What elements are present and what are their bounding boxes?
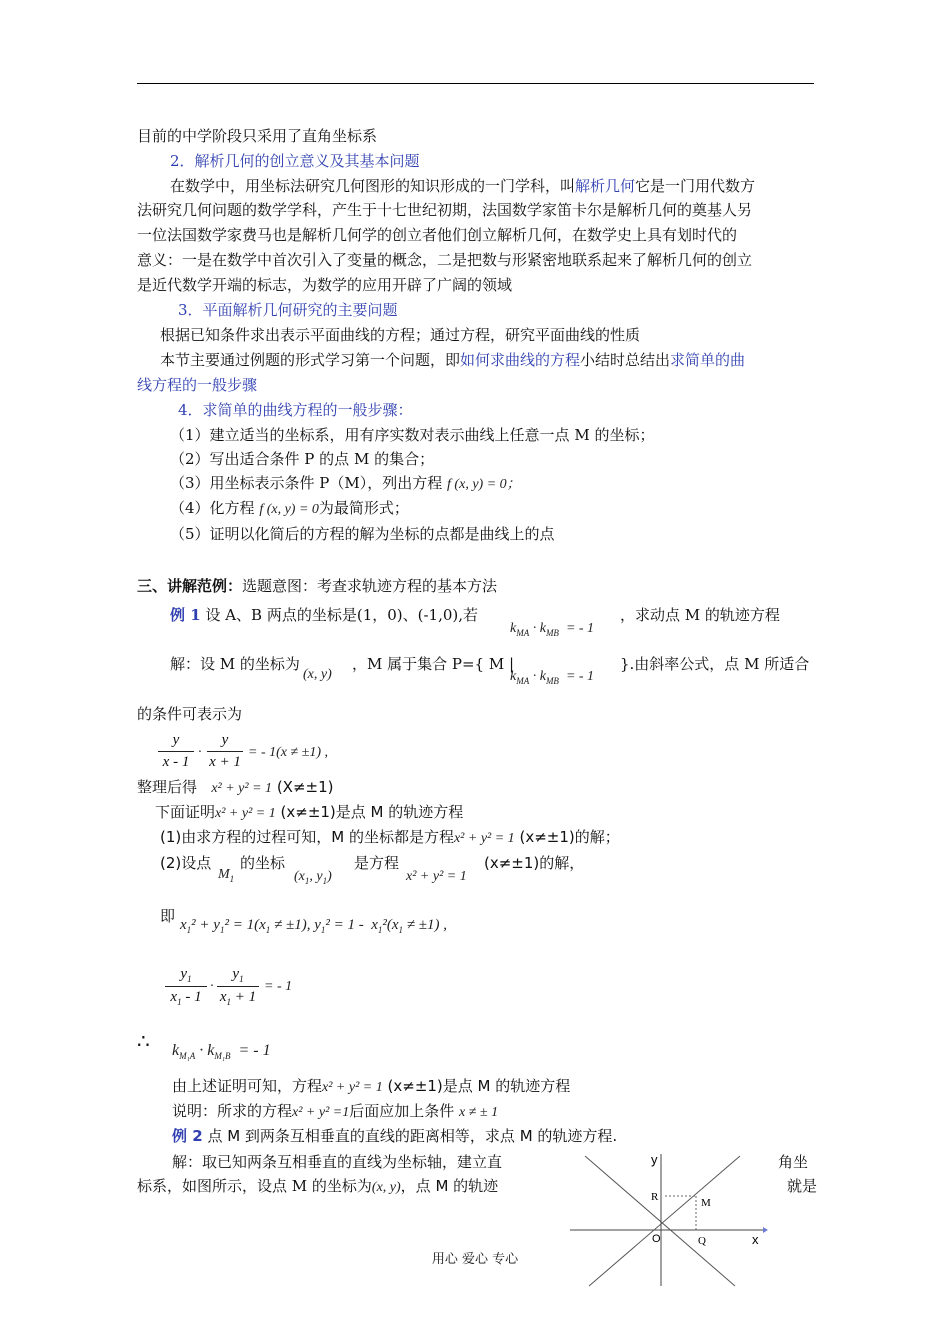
page-footer: 用心 爱心 专心 (431, 1252, 519, 1267)
heading-4: 4．求简单的曲线方程的一般步骤： (178, 401, 413, 419)
formula-eq-1: = - 1(x ≠ ±1) , (248, 745, 329, 760)
text-line: 法研究几何问题的数学学科，产生于十七世纪初期，法国数学家笛卡尔是解析几何的奠基人另 (137, 201, 753, 219)
text-line: 目前的中学阶段只采用了直角坐标系 (137, 127, 378, 145)
prove-line: 下面证明x² + y² = 1 (x≠±1)是点 M 的轨迹方程 (155, 803, 464, 821)
heading-2: 2．解析几何的创立意义及其基本问题 (170, 152, 420, 170)
fraction-y1-over-x1-plus-1: $y_1$ $x_1 + 1$ (217, 966, 259, 1007)
example-2: 例 2 点 M 到两条互相垂直的直线的距离相等，求点 M 的轨迹方程. (172, 1127, 618, 1145)
dot-op: · (198, 745, 202, 760)
dot-op-2: · (210, 979, 214, 994)
proof-2-b: 的坐标 (240, 854, 286, 872)
text-line: 根据已知条件求出表示平面曲线的方程；通过方程，研究平面曲线的性质 (160, 326, 641, 344)
formula-x1y1: ($x_1$, $y_1$) (294, 869, 332, 886)
text-line: 在数学中，用坐标法研究几何图形的知识形成的一门学科，叫解析几何它是一门用代数方 (170, 177, 756, 195)
fraction-y-over-x-plus-1: y x + 1 (207, 732, 243, 771)
example-1-tail: ，求动点 M 的轨迹方程 (620, 606, 780, 624)
ji-label: 即 (160, 907, 176, 925)
step-2: （2）写出适合条件 P 的点 M 的集合； (170, 450, 435, 468)
solution-2-a: 解：取已知两条互相垂直的直线为坐标轴，建立直 (172, 1153, 503, 1171)
tidy-line: 整理后得 x² + y² = 1 (X≠±1) (137, 778, 334, 796)
link-analytic-geometry[interactable]: 解析几何 (575, 177, 636, 195)
axis-y-label: y (651, 1152, 658, 1167)
link-general-steps[interactable]: 求简单的曲 (670, 351, 746, 369)
formula-xy: (x, y) (303, 667, 332, 682)
formula-kma-kmb-2: $k_{MA} \cdot k_{MB}$ = - 1 (510, 669, 595, 686)
section-3-heading: 三、讲解范例：选题意图：考查求轨迹方程的基本方法 (137, 577, 498, 595)
heading-3: 3．平面解析几何研究的主要问题 (178, 301, 398, 319)
fraction-y-over-x-minus-1: y x - 1 (158, 732, 194, 771)
text-line: 本节主要通过例题的形式学习第一个问题，即如何求曲线的方程小结时总结出求简单的曲 (160, 351, 746, 369)
link-find-curve-equation[interactable]: 如何求曲线的方程 (460, 351, 581, 369)
point-Q-label: Q (698, 1235, 706, 1247)
formula-M1: $M_1$ (218, 867, 235, 884)
solution-1-d: 的条件可表示为 (137, 705, 243, 723)
fraction-y1-over-x1-minus-1: $y_1$ $x_1 - 1$ (165, 966, 207, 1007)
step-1: （1）建立适当的坐标系，用有序实数对表示曲线上任意一点 M 的坐标； (170, 426, 655, 444)
solution-1-b: ，M 属于集合 P={ M | (352, 655, 515, 673)
coordinate-figure (565, 1148, 770, 1290)
formula-circle: x² + y² = 1 (406, 869, 467, 884)
link-general-steps-cont[interactable]: 线方程的一般步骤 (137, 376, 258, 394)
point-R-label: R (651, 1191, 659, 1203)
text-line: 是近代数学开端的标志，为数学的应用开辟了广阔的领域 (137, 276, 513, 294)
proof-2-d: (x≠±1)的解， (484, 854, 585, 872)
step-5: （5）证明以化简后的方程的解为坐标的点都是曲线上的点 (170, 525, 555, 543)
text-line: 意义：一是在数学中首次引入了变量的概念，二是把数与形紧密地联系起来了解析几何的创立 (137, 251, 753, 269)
text-line: 一位法国数学家费马也是解析几何学的创立者他们创立解析几何，在数学史上具有划时代的 (137, 226, 738, 244)
solution-2-c: 标系，如图所示，设点 M 的坐标为(x, y)，点 M 的轨迹 (137, 1177, 499, 1195)
solution-2-e: 就是 (787, 1177, 818, 1195)
step-3: （3）用坐标表示条件 P（M），列出方程 f (x, y) = 0； (170, 474, 521, 492)
axis-x-label: x (752, 1232, 759, 1247)
note: 说明：所求的方程x² + y² =1后面应加上条件 x ≠ ± 1 (172, 1102, 499, 1120)
formula-km1a-km1b: $k_{M_1A} \cdot k_{M_1B}$ = - 1 (172, 1042, 271, 1062)
solution-1-a: 解：设 M 的坐标为 (170, 655, 300, 673)
formula-eq-minus1: = - 1 (264, 979, 293, 994)
formula-kma-kmb: $k_{MA} \cdot k_{MB}$ = - 1 (510, 621, 595, 638)
step-4: （4）化方程 f (x, y) = 0为最简形式； (170, 499, 409, 517)
conclusion: 由上述证明可知，方程x² + y² = 1 (x≠±1)是点 M 的轨迹方程 (172, 1077, 571, 1095)
solution-1-c: }.由斜率公式，点 M 所适合 (620, 655, 810, 673)
therefore-symbol: ∴ (137, 1029, 150, 1053)
proof-1: (1)由求方程的过程可知，M 的坐标都是方程x² + y² = 1 (x≠±1)的解； (160, 828, 620, 846)
proof-2-c: 是方程 (354, 854, 400, 872)
header-rule (137, 83, 814, 84)
solution-2-b: 角坐 (778, 1153, 809, 1171)
proof-2-a: (2)设点 (160, 854, 212, 872)
formula-x1-y1-eq: $x_1^2 + y_1^2 = 1(x_1 \ne \pm 1)$, $y_1^2 = 1 - x_1^2(x_1 \ne \pm 1)$ , (180, 917, 448, 935)
origin-label: O (652, 1233, 661, 1245)
point-M-label: M (701, 1197, 711, 1209)
example-1: 例 1 设 A、B 两点的坐标是(1，0)、(-1,0),若 (170, 606, 479, 624)
